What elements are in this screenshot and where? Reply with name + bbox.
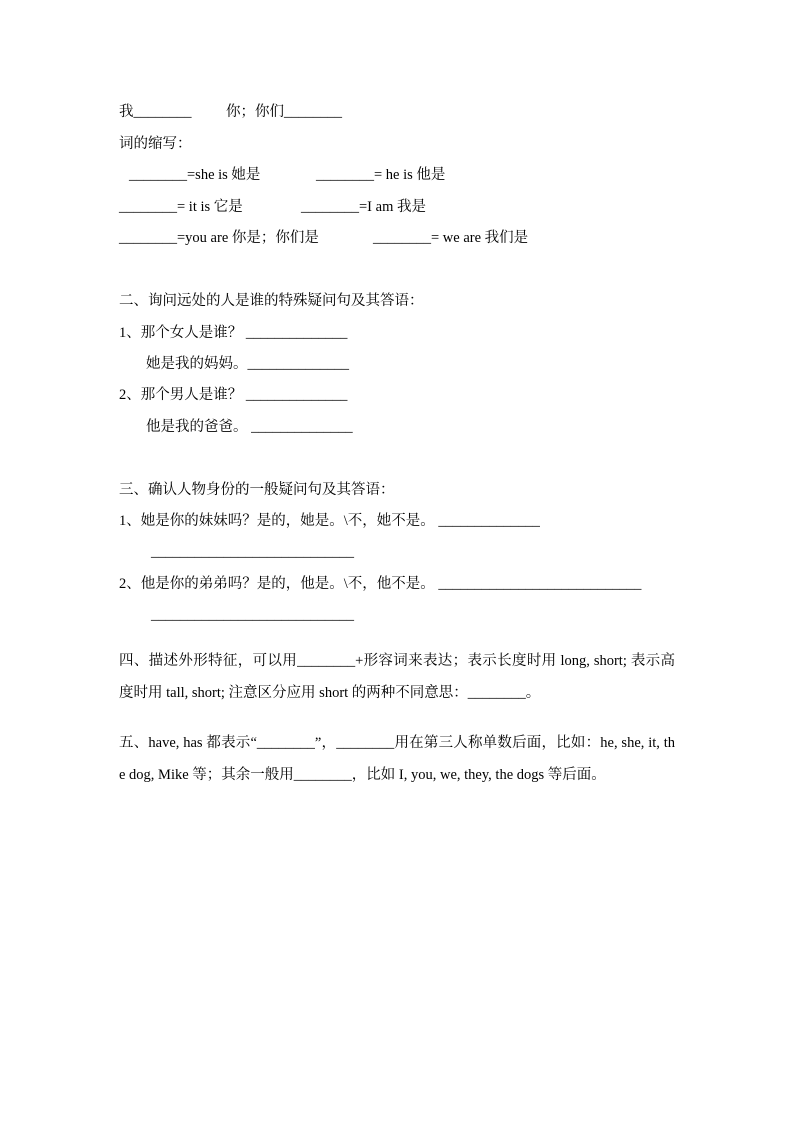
section2-question-1: 1、那个女人是谁？ ______________ [119,325,348,341]
section2-question-2: 2、那个男人是谁？ ______________ [119,387,348,403]
contraction-it-is: ________= it is 它是 [119,199,243,215]
section2-answer-2: 他是我的爸爸。 ______________ [146,419,353,435]
contraction-i-am: ________=I am 我是 [301,199,426,215]
section5-paragraph: 五、have, has 都表示“________”，________用在第三人称单数后面，比如：he, she, it, the dog, Mike 等；其余一般用________，比如 I, you, we, they, the dogs 等后面。 [119,735,675,783]
contractions-heading: 词的缩写： [119,136,192,152]
contraction-he-is: ________= he is 他是 [316,167,446,183]
contraction-we-are: ________= we are 我们是 [373,230,529,246]
section3-answer-2-line: ____________________________ [151,607,354,623]
contraction-you-are: ________=you are 你是；你们是 [119,230,319,246]
section2-heading: 二、询问远处的人是谁的特殊疑问句及其答语： [119,293,424,309]
pronoun-you: 你；你们________ [226,104,342,120]
section3-question-1: 1、她是你的妹妹吗？是的，她是。\不，她不是。 ______________ [119,513,540,529]
section3-heading: 三、确认人物身份的一般疑问句及其答语： [119,482,395,498]
section3-question-2: 2、他是你的弟弟吗？是的，他是。\不，他不是。 ____________________________ [119,576,642,592]
section2-answer-1: 她是我的妈妈。______________ [146,356,349,372]
section4-paragraph: 四、描述外形特征，可以用________+形容词来表达；表示长度时用 long, short; 表示高度时用 tall, short; 注意区分应用 short 的两种不同意思：________。 [119,653,675,701]
section3-answer-1-line: ____________________________ [151,544,354,560]
contraction-she-is: ________=she is 她是 [129,167,261,183]
pronoun-me: 我________ [119,104,192,120]
